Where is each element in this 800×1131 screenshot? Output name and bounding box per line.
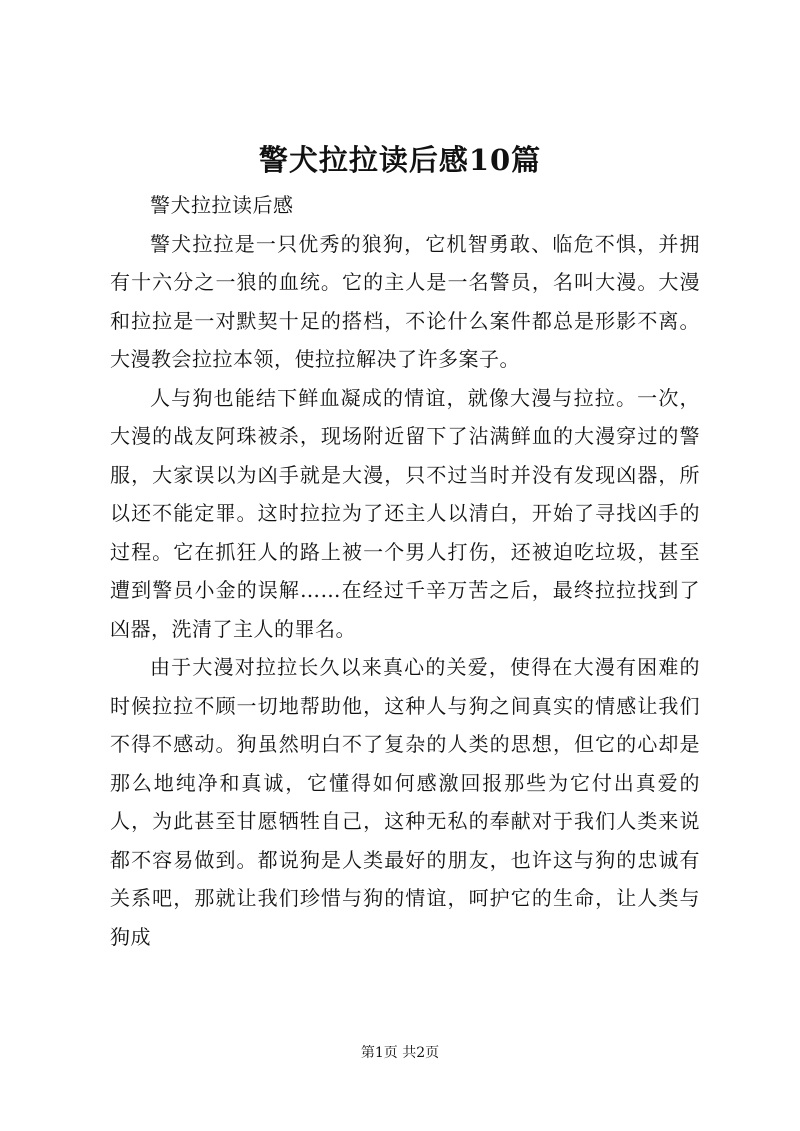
subtitle-paragraph: 警犬拉拉读后感 [150, 193, 294, 217]
document-title: 警犬拉拉读后感10篇 [258, 143, 542, 177]
body-paragraph-1: 警犬拉拉是一只优秀的狼狗，它机智勇敢、临危不惧，并拥有十六分之一狼的血统。它的主人是一名警员，名叫大漫。大漫和拉拉是一对默契十足的搭档，不论什么案件都总是形影不离。大漫教会拉拉本领，使拉拉解决了许多案子。 [110, 231, 700, 371]
body-paragraph-3: 由于大漫对拉拉长久以来真心的关爱，使得在大漫有困难的时候拉拉不顾一切地帮助他，这种人与狗之间真实的情感让我们不得不感动。狗虽然明白不了复杂的人类的思想，但它的心却是那么地纯净和真诚，它懂得如何感激回报那些为它付出真爱的人，为此甚至甘愿牺牲自己，这种无私的奉献对于我们人类来说都不容易做到。都说狗是人类最好的朋友，也许这与狗的忠诚有关系吧，那就让我们珍惜与狗的情谊，呵护它的生命，让人类与狗成 [110, 655, 700, 949]
body-paragraph-2: 人与狗也能结下鲜血凝成的情谊，就像大漫与拉拉。一次，大漫的战友阿珠被杀，现场附近留下了沾满鲜血的大漫穿过的警服，大家误以为凶手就是大漫，只不过当时并没有发现凶器，所以还不能定罪。这时拉拉为了还主人以清白，开始了寻找凶手的过程。它在抓狂人的路上被一个男人打伤，还被迫吃垃圾，甚至遭到警员小金的误解……在经过千辛万苦之后，最终拉拉找到了凶器，洗清了主人的罪名。 [110, 385, 700, 641]
document-body [110, 186, 700, 956]
page-footer: 第1页 共2页 [360, 1045, 440, 1061]
